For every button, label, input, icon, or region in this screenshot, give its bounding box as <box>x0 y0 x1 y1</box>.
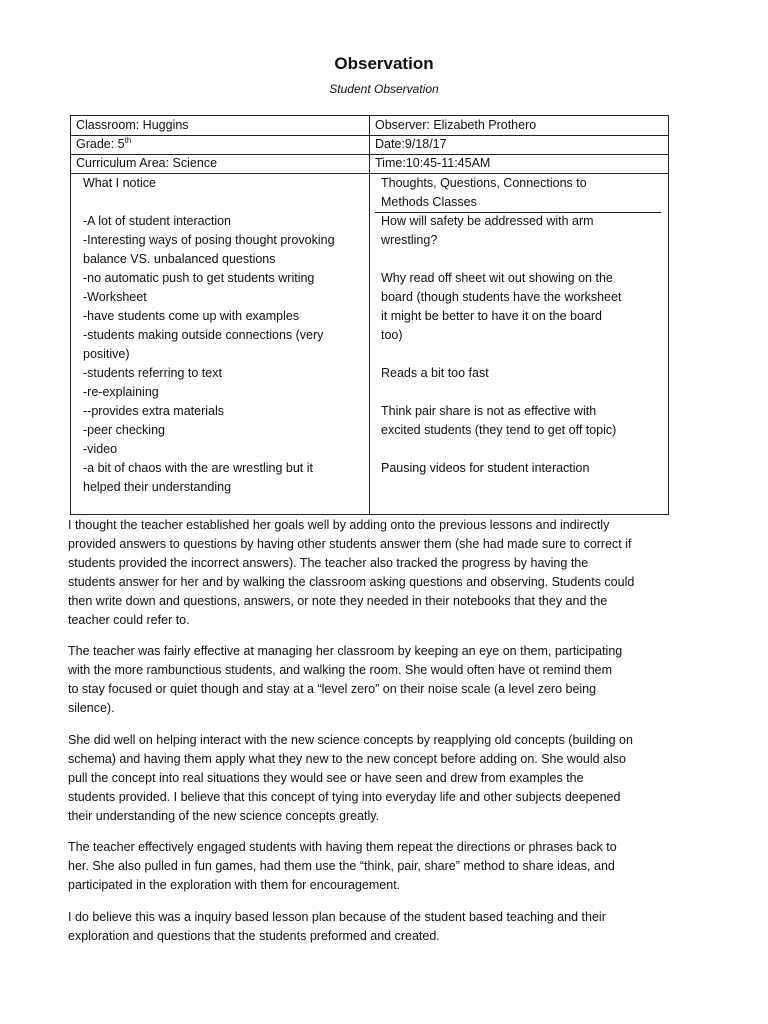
paragraph-line: pull the concept into real situations they would see or have seen and drew from examples the <box>68 771 584 785</box>
paragraph-line: students provided. I believe that this concept of tying into everyday life and other subjects deepened <box>68 790 621 804</box>
thoughts-header-line1: Thoughts, Questions, Connections to <box>381 176 587 190</box>
paragraph-line: I do believe this was a inquiry based lesson plan because of the student based teaching and their <box>68 910 606 924</box>
paragraph-line: students answer for her and by walking the classroom asking questions and observing. Students could <box>68 575 635 589</box>
page-subtitle: Student Observation <box>329 82 439 96</box>
paragraph-line: I thought the teacher established her goals well by adding onto the previous lessons and indirectly <box>68 518 610 532</box>
paragraph-line: teacher could refer to. <box>68 613 190 627</box>
paragraph-line: silence). <box>68 701 115 715</box>
observer-cell: Observer: Elizabeth Prothero <box>375 118 537 132</box>
observation-table <box>70 115 669 515</box>
page-title: Observation <box>334 54 434 73</box>
thought-item <box>381 250 663 269</box>
notice-item: -a bit of chaos with the are wrestling but it <box>83 461 313 475</box>
thought-item: board (though students have the worksheet <box>381 290 622 304</box>
paragraph-line: The teacher was fairly effective at managing her classroom by keeping an eye on them, participating <box>68 644 623 658</box>
thought-item <box>381 440 663 459</box>
paragraph-line: students provided the incorrect answers). The teacher also tracked the progress by having the <box>68 556 589 570</box>
paragraph-line: with the more rambunctious students, and walking the room. She would often have ot remind them <box>68 663 613 677</box>
paragraph-line: her. She also pulled in fun games, had them use the “think, pair, share” method to share ideas, and <box>68 859 615 873</box>
notice-item: -Worksheet <box>83 290 147 304</box>
paragraph-line: participated in the exploration with them for encouragement. <box>68 878 401 892</box>
thought-item: too) <box>381 328 403 342</box>
paragraph-line: then write down and questions, answers, or note they needed in their notebooks that they and the <box>68 594 608 608</box>
paragraph-line: their understanding of the new science concepts greatly. <box>68 809 380 823</box>
paragraph-line: provided answers to questions by having other students answer them (she had made sure to correct if <box>68 537 632 551</box>
notice-item: helped their understanding <box>83 480 232 494</box>
thought-item: excited students (they tend to get off topic) <box>381 423 617 437</box>
notice-header: What I notice <box>83 176 156 190</box>
narrative-paragraph <box>68 642 708 718</box>
table-column-divider <box>369 116 370 514</box>
narrative-paragraph <box>68 731 708 826</box>
thought-item <box>381 383 663 402</box>
thought-item: How will safety be addressed with arm <box>381 214 594 228</box>
notice-item: -students making outside connections (very <box>83 328 324 342</box>
time-cell: Time:10:45-11:45AM <box>375 156 491 170</box>
thought-item: Why read off sheet wit out showing on the <box>381 271 613 285</box>
date-cell: Date:9/18/17 <box>375 137 447 151</box>
thoughts-list <box>381 212 663 478</box>
notice-list <box>83 212 365 497</box>
notice-item: -A lot of student interaction <box>83 214 232 228</box>
table-row-divider <box>71 135 668 136</box>
notice-item: positive) <box>83 347 130 361</box>
notice-item: -video <box>83 442 118 456</box>
thought-item: Pausing videos for student interaction <box>381 461 590 475</box>
paragraph-line: schema) and having them apply what they new to the new concept before adding on. She would also <box>68 752 626 766</box>
paragraph-line: The teacher effectively engaged students with having them repeat the directions or phrases back to <box>68 840 617 854</box>
thought-item: wrestling? <box>381 233 438 247</box>
paragraph-line: She did well on helping interact with the new science concepts by reapplying old concepts (building on <box>68 733 633 747</box>
thought-item: Reads a bit too fast <box>381 366 489 380</box>
curriculum-cell: Curriculum Area: Science <box>76 156 218 170</box>
notice-item: --provides extra materials <box>83 404 225 418</box>
classroom-cell: Classroom: Huggins <box>76 118 189 132</box>
notice-item: -re-explaining <box>83 385 159 399</box>
narrative-paragraph <box>68 908 708 946</box>
notice-item: -Interesting ways of posing thought provoking <box>83 233 335 247</box>
notice-item: -peer checking <box>83 423 165 437</box>
grade-text: Grade: 5 <box>76 137 125 151</box>
notice-item: balance VS. unbalanced questions <box>83 252 276 266</box>
thought-item <box>381 345 663 364</box>
thought-item: it might be better to have it on the board <box>381 309 602 323</box>
grade-ordinal: th <box>124 135 132 145</box>
thoughts-header-line2: Methods Classes <box>381 195 477 209</box>
thought-item: Think pair share is not as effective with <box>381 404 597 418</box>
grade-cell <box>76 135 131 154</box>
paragraph-line: to stay focused or quiet though and stay at a “level zero” on their noise scale (a level zero being <box>68 682 597 696</box>
narrative-paragraph <box>68 516 708 630</box>
notice-item: -no automatic push to get students writing <box>83 271 315 285</box>
notice-item: -students referring to text <box>83 366 222 380</box>
narrative-paragraph <box>68 838 708 895</box>
notice-item: -have students come up with examples <box>83 309 300 323</box>
paragraph-line: exploration and questions that the students preformed and created. <box>68 929 440 943</box>
